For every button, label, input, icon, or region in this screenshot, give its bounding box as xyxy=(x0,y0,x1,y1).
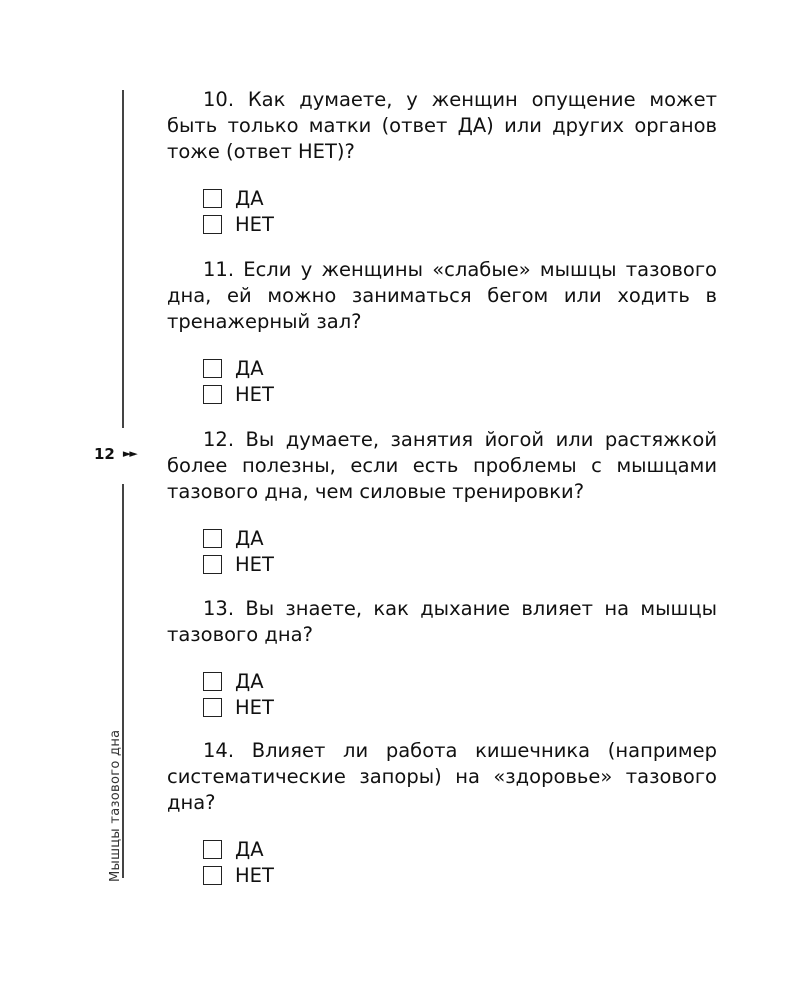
question-text: 11. Если у женщины «слабые» мышцы тазового дна, ей можно заниматься бегом или ходить в тренажерный зал? xyxy=(167,258,717,333)
question-block xyxy=(167,257,717,407)
option-yes[interactable] xyxy=(203,185,717,211)
option-no[interactable] xyxy=(203,694,717,720)
question-text: 13. Вы знаете, как дыхание влияет на мышцы тазового дна? xyxy=(167,597,717,646)
answer-options xyxy=(203,668,717,720)
margin-rule-top xyxy=(122,90,124,428)
option-label: НЕТ xyxy=(235,695,274,719)
checkbox[interactable] xyxy=(203,529,222,548)
option-yes[interactable] xyxy=(203,355,717,381)
checkbox[interactable] xyxy=(203,189,222,208)
checkbox[interactable] xyxy=(203,555,222,574)
option-yes[interactable] xyxy=(203,525,717,551)
option-label: НЕТ xyxy=(235,863,274,887)
answer-options xyxy=(203,355,717,407)
option-no[interactable] xyxy=(203,211,717,237)
page-number-text: 12 xyxy=(94,445,115,463)
option-label: ДА xyxy=(235,669,264,693)
answer-options xyxy=(203,525,717,577)
question-text: 10. Как думаете, у женщин опущение может быть только матки (ответ ДА) или других органов тоже (ответ НЕТ)? xyxy=(167,88,717,163)
option-label: НЕТ xyxy=(235,552,274,576)
double-arrow-icon: ►► xyxy=(122,447,136,460)
option-label: НЕТ xyxy=(235,382,274,406)
option-no[interactable] xyxy=(203,381,717,407)
answer-options xyxy=(203,185,717,237)
option-yes[interactable] xyxy=(203,668,717,694)
checkbox[interactable] xyxy=(203,698,222,717)
checkbox[interactable] xyxy=(203,359,222,378)
option-no[interactable] xyxy=(203,862,717,888)
question-text: 14. Влияет ли работа кишечника (например систематические запоры) на «здоровье» тазового дна? xyxy=(167,739,717,814)
option-label: НЕТ xyxy=(235,212,274,236)
page-number xyxy=(94,445,136,463)
running-title: Мышцы тазового дна xyxy=(108,729,123,882)
checkbox[interactable] xyxy=(203,672,222,691)
option-label: ДА xyxy=(235,356,264,380)
question-block xyxy=(167,738,717,888)
option-label: ДА xyxy=(235,526,264,550)
checkbox[interactable] xyxy=(203,215,222,234)
checkbox[interactable] xyxy=(203,385,222,404)
question-block xyxy=(167,427,717,577)
question-text: 12. Вы думаете, занятия йогой или растяжкой более полезны, если есть проблемы с мышцами тазового дна, чем силовые тренировки? xyxy=(167,428,717,503)
question-block xyxy=(167,596,717,720)
checkbox[interactable] xyxy=(203,840,222,859)
option-yes[interactable] xyxy=(203,836,717,862)
question-block xyxy=(167,87,717,237)
option-label: ДА xyxy=(235,837,264,861)
option-no[interactable] xyxy=(203,551,717,577)
checkbox[interactable] xyxy=(203,866,222,885)
option-label: ДА xyxy=(235,186,264,210)
answer-options xyxy=(203,836,717,888)
